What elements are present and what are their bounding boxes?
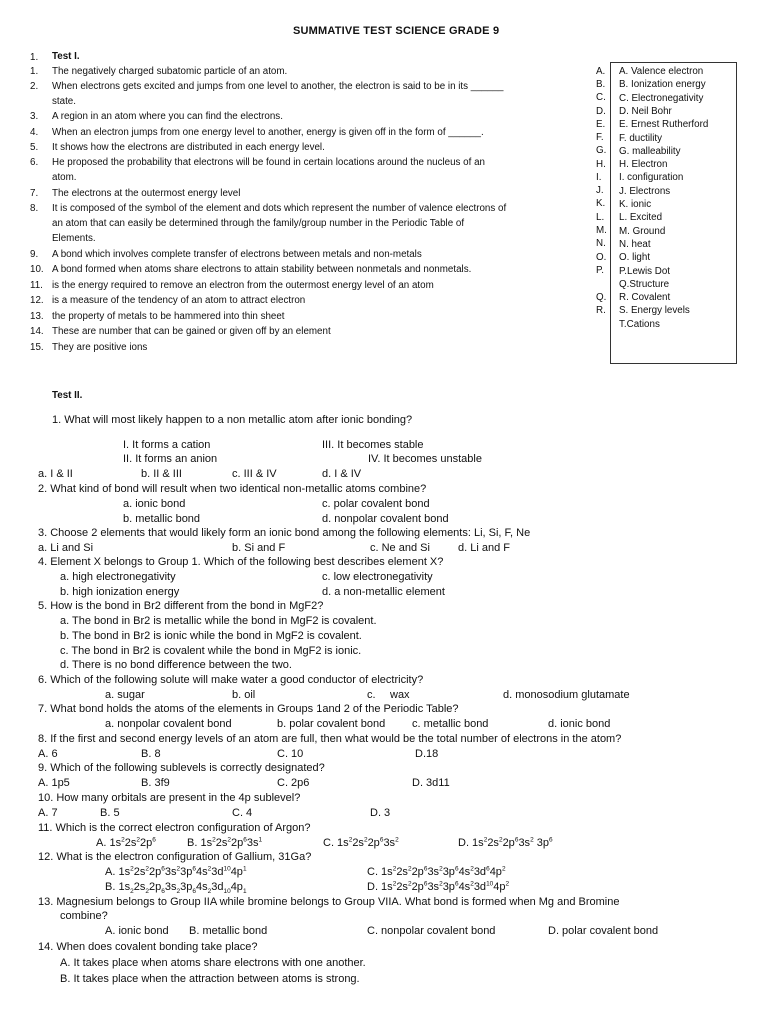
answer-key-letter: M. [596,225,607,236]
q6-option-c-text: wax [390,689,410,701]
test1-item-number: 6. [30,157,39,168]
answer-key-letter: O. [596,252,607,263]
q4-option-b: b. high ionization energy [60,586,180,598]
test1-item-number: 11. [30,280,43,291]
question-7: 7. What bond holds the atoms of the elements in Groups 1and 2 of the Periodic Table? [38,703,459,715]
q2-option-b: b. metallic bond [123,513,201,525]
q1-option-c: c. III & IV [232,468,277,480]
question-2: 2. What kind of bond will result when two identical non-metallic atoms combine? [38,483,427,495]
question-4: 4. Element X belongs to Group 1. Which of the following best describes element X? [38,556,444,568]
q1-statement-iv: IV. It becomes unstable [368,453,482,465]
q14-option-b: B. It takes place when the attraction between atoms is strong. [60,973,360,985]
q2-option-a: a. ionic bond [123,498,186,510]
q4-option-d: d. a non-metallic element [322,586,445,598]
q11-option-a: A. $1s^22s^22p^6$ [96,836,156,849]
q11-option-d: D. $1s^22s^22p^63s^2$ $3p^6$ [458,836,553,849]
answer-key-letter: G. [596,145,607,156]
answer-key-letter: H. [596,159,606,170]
test1-item-text: These are number that can be gained or given off by an element [52,326,331,337]
answer-key-item: O. light [619,252,651,264]
question-10: 10. How many orbitals are present in the 4p sublevel? [38,792,301,804]
q10-option-b: B. 5 [100,807,120,819]
q6-option-d: d. monosodium glutamate [503,689,630,701]
test1-item-number: 4. [30,127,39,138]
answer-key-letter: K. [596,198,606,209]
answer-key-letter: N. [596,238,606,249]
question-3: 3. Choose 2 elements that would likely form an ionic bond among the following elements: Li, Si, F, Ne [38,527,531,539]
answer-key-letter: D. [596,106,606,117]
question-14: 14. When does covalent bonding take place? [38,941,258,953]
test1-item-text: It is composed of the symbol of the element and dots which represent the number of valence electrons of [52,203,507,214]
q6-option-b: b. oil [232,689,256,701]
answer-key-item: P.Lewis Dot [619,265,671,277]
q10-option-d: D. 3 [370,807,391,819]
q11-option-b: B. $1s^22s^22p^63s^1$ [187,836,263,849]
answer-key-letter: C. [596,92,606,103]
answer-key-item: Q.Structure [619,278,670,290]
q1-option-b: b. II & III [141,468,182,480]
q9-option-d: D. 3d11 [412,777,450,789]
answer-key-letter: E. [596,119,606,130]
test1-item-text: is a measure of the tendency of an atom to attract electron [52,295,306,306]
answer-key-letter: R. [596,305,606,316]
test1-item-text: the property of metals to be hammered into thin sheet [52,311,285,322]
q13-option-d: D. polar covalent bond [548,925,659,937]
test2-heading: Test II. [52,390,83,401]
test1-item-number: 10. [30,264,44,275]
question-11: 11. Which is the correct electron configuration of Argon? [38,822,311,834]
answer-key-item: A. Valence electron [619,66,704,77]
q3-option-a: a. Li and Si [38,542,94,554]
answer-key-letter: F. [596,132,604,143]
test1-item-number: 13. [30,311,44,322]
heading-number: 1. [30,52,39,63]
test1-item-text: an atom that can easily be determined through the family/group number in the Periodic Table of [52,218,465,229]
test1-item-number: 12. [30,295,44,306]
answer-key-item: S. Energy levels [619,305,690,317]
q12-option-b: B. $1s_22s_22p_63s_23p_64s_23d_{10}4p_1$ [105,881,247,896]
test1-item-number: 7. [30,188,39,199]
q1-statement-iii: III. It becomes stable [322,439,424,451]
q6-option-c: c. [367,689,376,701]
q7-option-a: a. nonpolar covalent bond [105,718,232,730]
q2-option-c: c. polar covalent bond [322,498,430,510]
test1-item-number: 9. [30,249,39,260]
q8-option-d: D.18 [415,748,439,760]
test1-item-text: The electrons at the outermost energy level [52,188,241,199]
q12-option-c: C. $1s^22s^22p^63s^23p^64s^23d^64p^2$ [367,865,506,878]
answer-key-item: M. Ground [619,225,666,237]
answer-key-letter: A. [596,66,606,77]
answer-key-letter: P. [596,265,604,276]
answer-key-item: L. Excited [619,212,663,224]
test1-item-text: A bond formed when atoms share electrons to attain stability between nonmetals and nonmetals. [52,264,472,275]
test1-item-number: 2. [30,81,39,92]
q13-option-a: A. ionic bond [105,925,169,937]
q5-option-d: d. There is no bond difference between the two. [60,659,292,671]
page-title: SUMMATIVE TEST SCIENCE GRADE 9 [293,25,500,37]
q3-option-c: c. Ne and Si [370,542,430,554]
q9-option-c: C. 2p6 [277,777,310,789]
q12-option-d: D. $1s^22s^22p^63s^23p^64s^23d^{10}4p^2$ [367,880,510,893]
q5-option-b: b. The bond in Br2 is ionic while the bond in MgF2 is covalent. [60,630,362,642]
q8-option-c: C. 10 [277,748,304,760]
answer-key-item: I. configuration [619,172,684,184]
q8-option-a: A. 6 [38,748,58,760]
q13-option-c: C. nonpolar covalent bond [367,925,496,937]
test1-item-text: state. [52,96,76,107]
test1-item-text: Elements. [52,233,96,244]
answer-key-item: K. ionic [619,199,652,210]
question-13: 13. Magnesium belongs to Group IIA while bromine belongs to Group VIIA. What bond is formed when Mg and Bromine [38,896,620,908]
answer-key-item: G. malleability [619,145,681,157]
question-8: 8. If the first and second energy levels of an atom are full, then what would be the total number of electrons in the atom? [38,733,622,745]
test1-item-number: 8. [30,203,39,214]
q3-option-b: b. Si and F [232,542,286,554]
answer-key-item: F. ductility [619,132,663,144]
q1-option-d: d. I & IV [322,468,362,480]
q7-option-c: c. metallic bond [412,718,489,730]
q9-option-a: A. 1p5 [38,777,70,789]
q5-option-c: c. The bond in Br2 is covalent while the bond in MgF2 is ionic. [60,645,362,657]
test1-item-text: A region in an atom where you can find the electrons. [52,111,283,122]
q10-option-a: A. 7 [38,807,58,819]
test1-item-text: When an electron jumps from one energy level to another, energy is given off in the form of ______. [52,127,484,138]
q2-option-d: d. nonpolar covalent bond [322,513,449,525]
answer-key-item: E. Ernest Rutherford [619,119,709,131]
q14-option-a: A. It takes place when atoms share electrons with one another. [60,957,366,969]
test1-item-text: When electrons gets excited and jumps from one level to another, the electron is said to be in its ______ [52,81,504,92]
question-5: 5. How is the bond in Br2 different from the bond in MgF2? [38,600,324,612]
q8-option-b: B. 8 [141,748,161,760]
test1-item-text: is the energy required to remove an electron from the outermost energy level of an atom [52,280,434,291]
q10-option-c: C. 4 [232,807,253,819]
answer-key-letter: Q. [596,292,607,303]
answer-key-item: C. Electronegativity [619,92,704,104]
question-6: 6. Which of the following solute will make water a good conductor of electricity? [38,674,424,686]
test1-heading: Test I. [52,51,80,62]
q5-option-a: a. The bond in Br2 is metallic while the bond in MgF2 is covalent. [60,615,377,627]
question-1: 1. What will most likely happen to a non metallic atom after ionic bonding? [52,414,413,426]
answer-key-item: R. Covalent [619,292,671,304]
test1-item-text: atom. [52,172,77,183]
q7-option-d: d. ionic bond [548,718,611,730]
question-13-continued: combine? [60,910,108,922]
test1-item-number: 14. [30,326,44,337]
q11-option-c: C. $1s^22s^22p^63s^2$ [323,836,399,849]
q9-option-b: B. 3f9 [141,777,170,789]
answer-key-letter: J. [596,185,604,196]
q1-statement-i: I. It forms a cation [123,439,211,451]
question-12: 12. What is the electron configuration of Gallium, 31Ga? [38,851,312,863]
answer-key-letter: L. [596,212,605,223]
answer-key-item: B. Ionization energy [619,79,706,91]
answer-key-letter: I. [596,172,602,183]
test1-item-text: The negatively charged subatomic particle of an atom. [52,66,288,77]
test1-item-number: 5. [30,142,39,153]
answer-key-item: J. Electrons [619,185,671,197]
test1-item-text: He proposed the probability that electrons will be found in certain locations around the nucleus of an [52,157,485,168]
test1-item-number: 3. [30,111,39,122]
test1-item-text: A bond which involves complete transfer of electrons between metals and non-metals [52,249,422,260]
q12-option-a: A. $1s^22s^22p^63s^23p^64s^23d^{10}4p^1$ [105,865,247,878]
q1-option-a: a. I & II [38,468,73,480]
q4-option-a: a. high electronegativity [60,571,176,583]
answer-key-item: T.Cations [619,318,660,330]
test1-item-text: It shows how the electrons are distributed in each energy level. [52,142,325,153]
q6-option-a: a. sugar [105,689,145,701]
test1-item-text: They are positive ions [52,342,148,353]
answer-key-item: D. Neil Bohr [619,105,672,117]
test1-item-number: 1. [30,66,39,77]
answer-key-letter: B. [596,79,606,90]
q7-option-b: b. polar covalent bond [277,718,386,730]
q4-option-c: c. low electronegativity [322,571,433,583]
question-9: 9. Which of the following sublevels is correctly designated? [38,762,325,774]
answer-key-item: N. heat [619,238,651,250]
answer-key-item: H. Electron [619,159,668,171]
q1-statement-ii: II. It forms an anion [123,453,218,465]
q3-option-d: d. Li and F [458,542,510,554]
q13-option-b: B. metallic bond [189,925,268,937]
test1-item-number: 15. [30,342,44,353]
